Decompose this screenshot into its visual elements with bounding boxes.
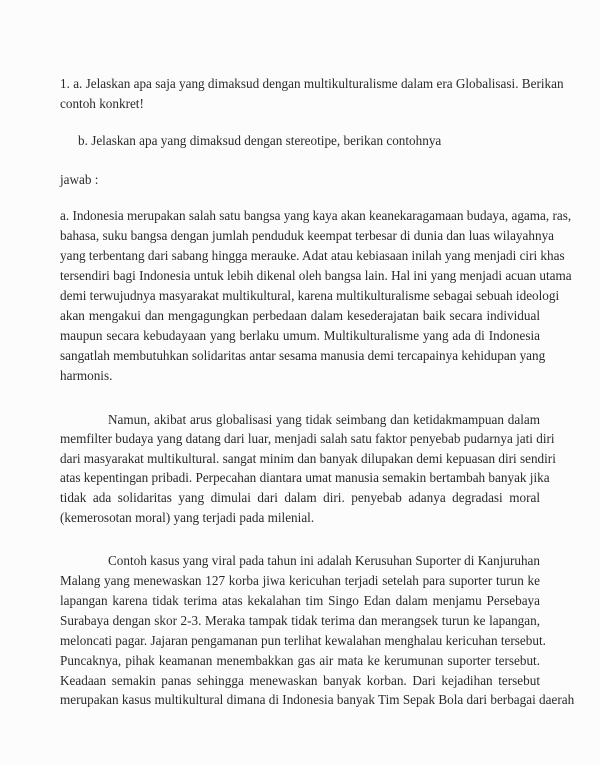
question-1b <box>60 131 540 151</box>
paragraph-line: sangatlah membutuhkan solidaritas antar sesama manusia demi tercapainya kehidupan yang <box>60 347 546 363</box>
answer-paragraph-1 <box>60 206 572 385</box>
paragraph-line: dari masyarakat multikultural. sangat minim dan banyak dilupakan demi kepuasan diri sendiri <box>60 450 556 466</box>
paragraph-line: merupakan kasus multikultural dimana di Indonesia banyak Tim Sepak Bola dari berbagai daerah <box>60 692 575 708</box>
paragraph-line: meloncati pagar. Jajaran pengamanan pun terlihat kewalahan menghalau kericuhan tersebut. <box>60 632 546 648</box>
paragraph-line: tersendiri bagi Indonesia untuk lebih dikenal oleh bangsa lain. Hal ini yang menjadi acuan utama <box>60 268 572 284</box>
paragraph-line: tidak ada solidaritas yang dimulai dari dalam diri. penyebab adanya degradasi moral <box>60 489 540 505</box>
answer-label <box>60 170 540 190</box>
paragraph-line: a. Indonesia merupakan salah satu bangsa yang kaya akan keanekaragamaan budaya, agama, ras, <box>60 208 572 224</box>
paragraph-line: Surabaya dengan skor 2-3. Meraka tampak tidak terima dan merangsek turun ke lapangan, <box>60 612 540 628</box>
answer-paragraph-3 <box>60 551 575 710</box>
paragraph-line: lapangan karena tidak terima atas kekalahan tim Singo Edan dalam menjamu Persebaya <box>60 592 540 608</box>
question-1a-line: 1. a. Jelaskan apa saja yang dimaksud dengan multikulturalisme dalam era Globalisasi. Berikan <box>60 76 564 91</box>
question-1a-line: contoh konkret! <box>60 96 144 111</box>
paragraph-line: Puncaknya, pihak keamanan menembakkan gas air mata ke kerumunan suporter tersebut. <box>60 652 540 668</box>
paragraph-line: maupun secara kebudayaan yang berlaku umum. Multikulturalisme yang ada di Indonesia <box>60 327 540 343</box>
answer-paragraph-2 <box>60 410 556 528</box>
paragraph-line: yang terbentang dari sabang hingga merauke. Adat atau kebiasaan inilah yang menjadi ciri khas <box>60 248 565 264</box>
question-1b-line: b. Jelaskan apa yang dimaksud dengan stereotipe, berikan contohnya <box>78 133 442 148</box>
paragraph-line: akan mengakui dan mengagungkan perbedaan dalam kesederajatan baik secara individual <box>60 307 540 323</box>
paragraph-line: (kemerosotan moral) yang terjadi pada milenial. <box>60 509 315 525</box>
paragraph-line: demi terwujudnya masyarakat multikultural, karena multikulturalisme sebagai sebuah ideologi <box>60 288 560 304</box>
paragraph-line: Namun, akibat arus globalisasi yang tidak seimbang dan ketidakmampuan dalam <box>108 411 540 427</box>
paragraph-line: bahasa, suku bangsa dengan jumlah penduduk keempat terbesar di dunia dan luas wilayahnya <box>60 228 555 244</box>
paragraph-line: Malang yang menewaskan 127 korba jiwa kericuhan terjadi setelah para suporter turun ke <box>60 573 540 589</box>
answer-label-text: jawab : <box>60 171 99 187</box>
paragraph-line: Keadaan semakin panas sehingga menewaskan banyak korban. Dari kejadihan tersebut <box>60 672 540 688</box>
paragraph-line: atas kepentingan pribadi. Perpecahan diantara umat manusia semakin bertambah banyak jika <box>60 470 550 486</box>
paragraph-line: Contoh kasus yang viral pada tahun ini adalah Kerusuhan Suporter di Kanjuruhan <box>108 553 540 569</box>
paragraph-line: harmonis. <box>60 367 113 383</box>
question-1a <box>60 74 564 114</box>
paragraph-line: memfilter budaya yang datang dari luar, menjadi salah satu faktor penyebab pudarnya jati diri <box>60 431 555 447</box>
